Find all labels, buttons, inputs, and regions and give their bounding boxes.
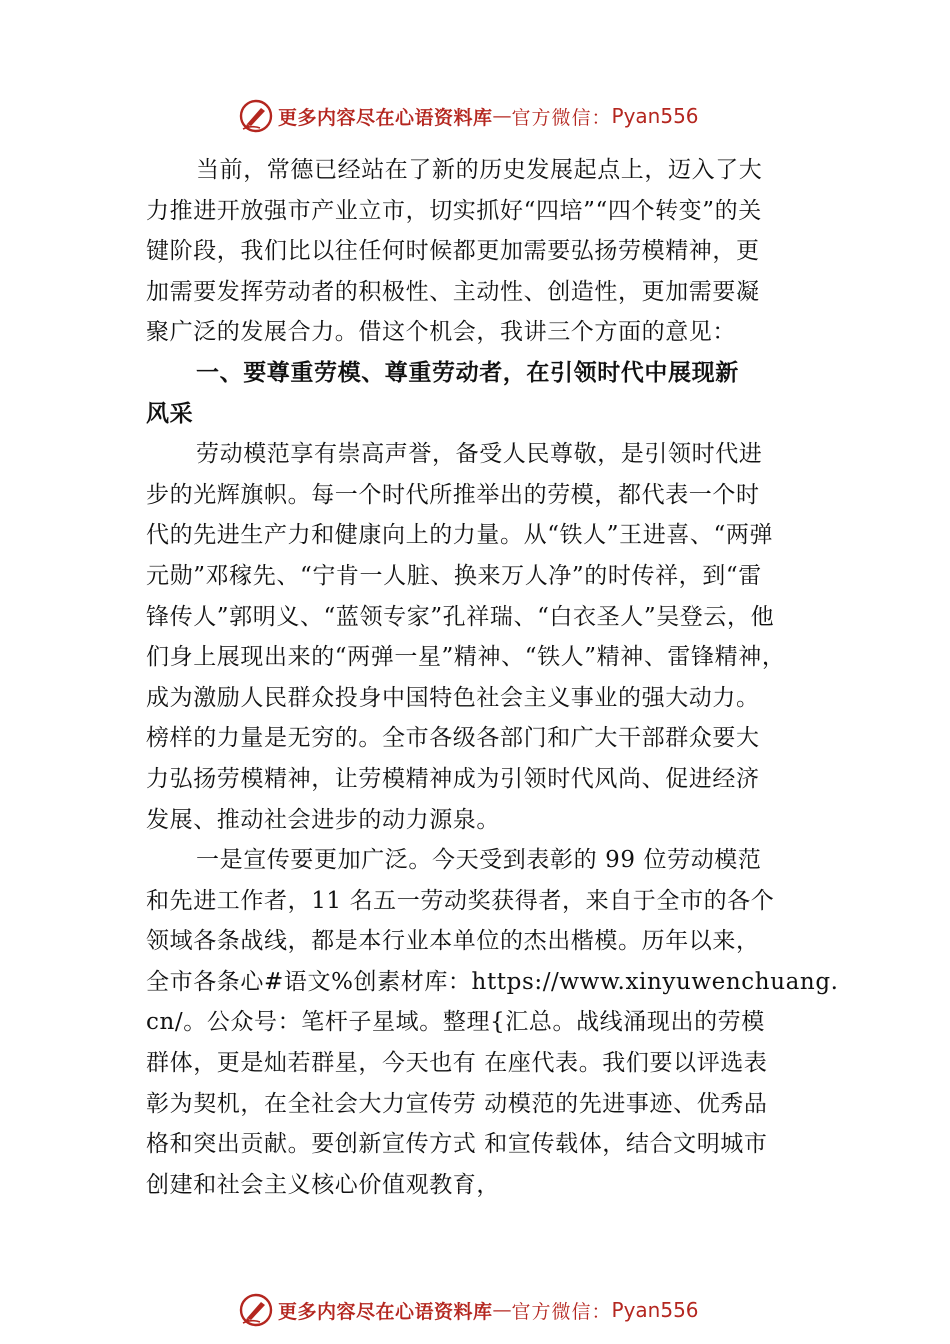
body-text-line: 当前，常德已经站在了新的历史发展起点上，迈入了大	[196, 157, 763, 183]
body-text-line: 力弘扬劳模精神，让劳模精神成为引领时代风尚、促进经济	[146, 765, 760, 792]
body-text-line: cn/。公众号：笔杆子星域。整理{汇总。战线涌现出的劳模	[146, 1009, 765, 1036]
footer-watermark-banner	[238, 1290, 699, 1330]
body-text-line: 加需要发挥劳动者的积极性、主动性、创造性，更加需要凝	[146, 278, 760, 305]
section-heading-line: 风采	[146, 400, 194, 427]
body-text-line: 力推进开放强市产业立市，切实抓好“四培”“四个转变”的关	[146, 197, 762, 224]
body-text-line: 们身上展现出来的“两弹一星”精神、“铁人”精神、雷锋精神，	[146, 644, 786, 671]
banner-main-text: 更多内容尽在心语资料库	[278, 106, 493, 129]
banner-wechat-label: 官方微信：	[511, 1300, 612, 1323]
banner-wechat-id: Pyan556	[611, 1298, 699, 1322]
section-heading-line: 一、要尊重劳模、尊重劳动者，在引领时代中展现新	[196, 359, 739, 386]
body-text-line: 成为激励人民群众投身中国特色社会主义事业的强大动力。	[146, 684, 760, 711]
body-text-line: 发展、推动社会进步的动力源泉。	[146, 806, 500, 833]
pen-logo-icon	[238, 98, 274, 134]
body-text-line: 一是宣传要更加广泛。今天受到表彰的 99 位劳动模范	[196, 847, 762, 874]
body-text-line: 锋传人”郭明义、“蓝领专家”孔祥瑞、“白衣圣人”吴登云，他	[146, 603, 775, 630]
banner-wechat-label: 官方微信：	[511, 106, 612, 129]
body-text-line: 步的光辉旗帜。每一个时代所推举出的劳模，都代表一个时	[146, 481, 760, 508]
body-text-line: 和先进工作者，11 名五一劳动奖获得者，来自于全市的各个	[146, 887, 775, 914]
banner-wechat-id: Pyan556	[611, 104, 699, 128]
body-text-line: 创建和社会主义核心价值观教育，	[146, 1171, 500, 1198]
header-watermark-banner	[238, 96, 699, 136]
body-text-line: 劳动模范享有崇高声誉，备受人民尊敬，是引领时代进	[196, 441, 763, 468]
body-text-line: 领域各条战线，都是本行业本单位的杰出楷模。历年以来，	[146, 928, 760, 955]
banner-separator: —	[492, 105, 512, 127]
body-text-line: 榜样的力量是无穷的。全市各级各部门和广大干部群众要大	[146, 725, 760, 752]
body-text-line: 格和突出贡献。要创新宣传方式 和宣传载体，结合文明城市	[146, 1131, 768, 1158]
body-text-line: 键阶段，我们比以往任何时候都更加需要弘扬劳模精神，更	[146, 238, 760, 265]
banner-main-text: 更多内容尽在心语资料库	[278, 1300, 493, 1323]
document-body	[146, 150, 839, 1205]
body-text-line: 彰为契机，在全社会大力宣传劳 动模范的先进事迹、优秀品	[146, 1090, 768, 1117]
body-text-line: 全市各条心#语文%创素材库：https://www.xinyuwenchuang.	[146, 968, 839, 995]
body-text-line: 代的先进生产力和健康向上的力量。从“铁人”王进喜、“两弹	[146, 522, 774, 549]
banner-separator: —	[492, 1299, 512, 1321]
body-text-line: 群体，更是灿若群星，今天也有 在座代表。我们要以评选表	[146, 1050, 768, 1077]
pen-logo-icon	[238, 1292, 274, 1328]
body-text-line: 元勋”邓稼先、“宁肯一人脏、换来万人净”的时传祥，到“雷	[146, 562, 762, 589]
body-text-line: 聚广泛的发展合力。借这个机会，我讲三个方面的意见：	[146, 319, 736, 346]
